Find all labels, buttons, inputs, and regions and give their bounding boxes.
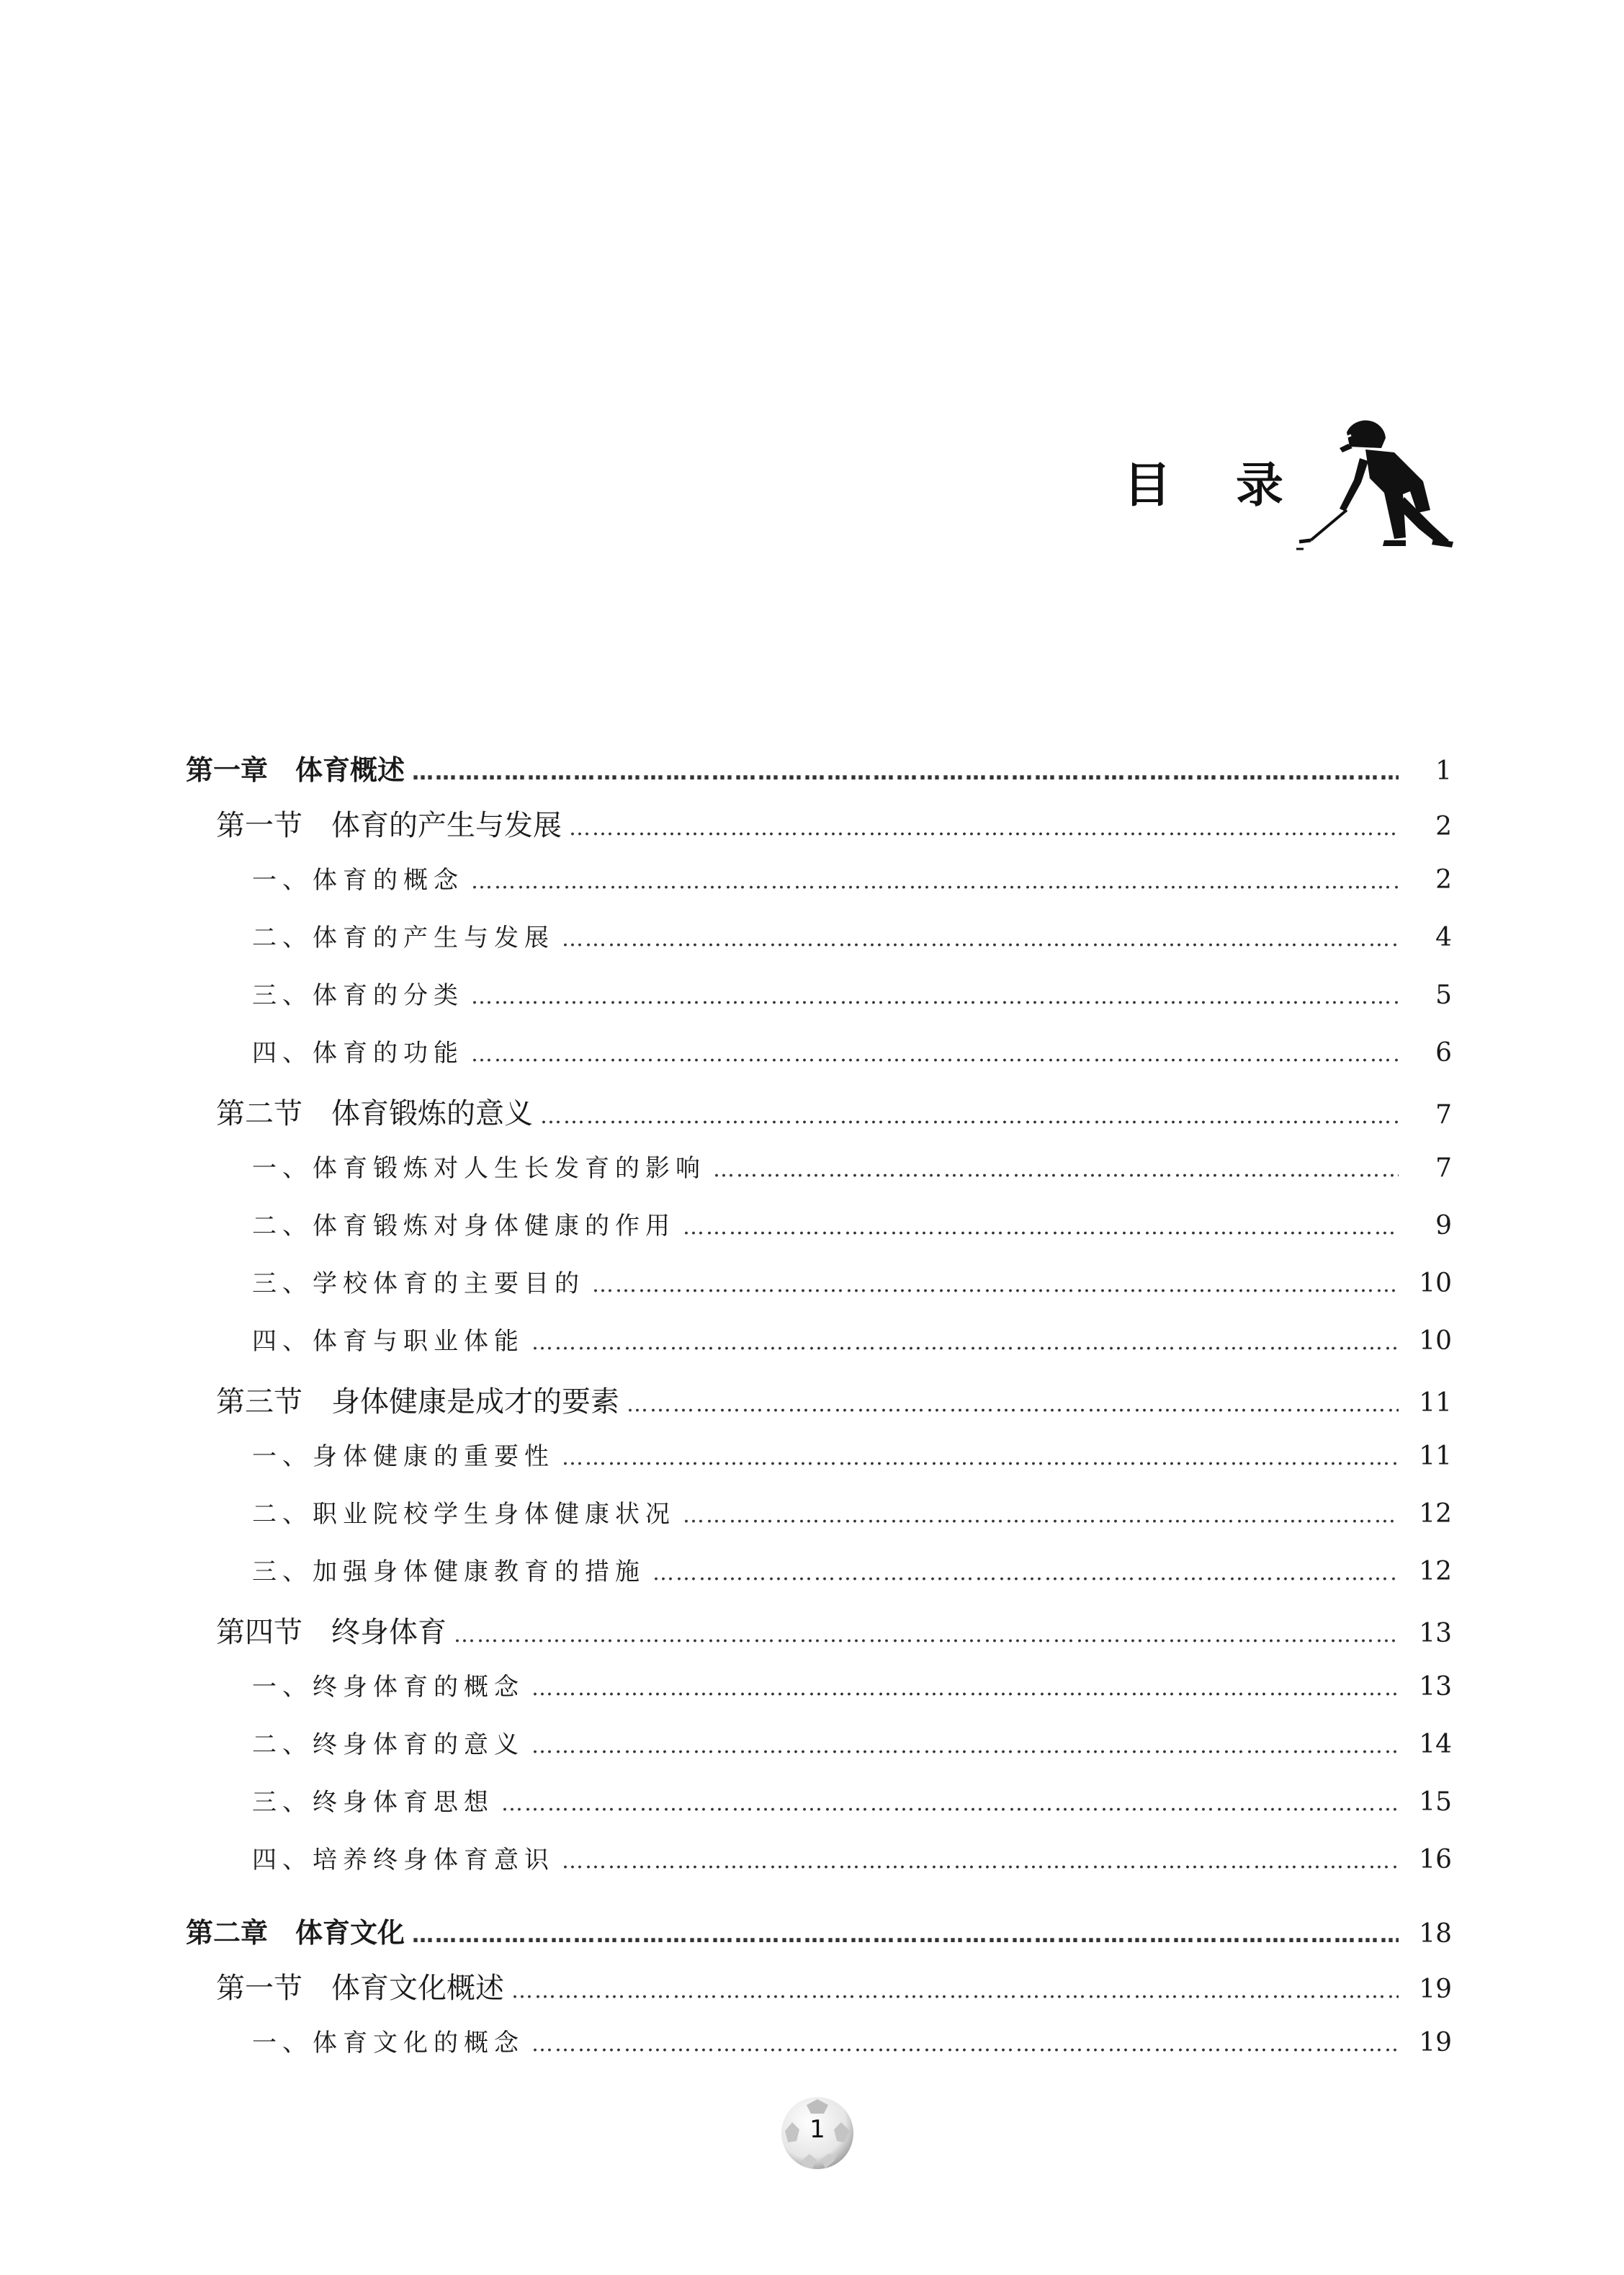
toc-page-number: 5 — [1435, 980, 1452, 1010]
toc-label: 三、终身体育思想 — [252, 1788, 494, 1817]
toc-entry-item[interactable] — [186, 1494, 1452, 1552]
toc-page-number: 15 — [1419, 1787, 1452, 1817]
toc-page-number: 1 — [1435, 756, 1452, 786]
toc-entry-item[interactable] — [186, 1782, 1452, 1840]
toc-page-number: 2 — [1435, 865, 1452, 895]
toc-page-number: 10 — [1419, 1326, 1452, 1356]
toc-label: 一、终身体育的概念 — [252, 1673, 524, 1702]
toc-page-number: 11 — [1419, 1388, 1452, 1418]
toc-label: 一、身体健康的重要性 — [252, 1442, 555, 1471]
page-number: 1 — [809, 2115, 825, 2144]
toc-page-number: 12 — [1419, 1557, 1452, 1586]
toc-page-number: 11 — [1419, 1442, 1452, 1471]
toc-entry-section[interactable] — [186, 1091, 1452, 1148]
toc-entry-item[interactable] — [186, 860, 1452, 918]
toc-entry-chapter-1[interactable] — [186, 735, 1452, 803]
toc-label: 第二章 体育文化 — [186, 1917, 405, 1949]
dot-leader — [562, 1849, 1399, 1874]
dot-leader — [592, 1272, 1399, 1297]
toc-entry-section[interactable] — [186, 1379, 1452, 1436]
toc-entry-section[interactable] — [186, 803, 1452, 860]
toc-page-number: 4 — [1435, 923, 1452, 952]
toc-entry-item[interactable] — [186, 1840, 1452, 1898]
toc-page-number: 6 — [1435, 1038, 1452, 1068]
table-of-contents — [186, 735, 1452, 2080]
toc-entry-item[interactable] — [186, 1552, 1452, 1609]
toc-label: 第一节 体育的产生与发展 — [216, 809, 562, 842]
dot-leader — [683, 1503, 1399, 1528]
toc-page-number: 13 — [1419, 1672, 1452, 1702]
dot-leader — [562, 1445, 1399, 1470]
toc-label: 三、加强身体健康教育的措施 — [252, 1557, 645, 1586]
toc-page-number: 13 — [1419, 1619, 1452, 1648]
toc-label: 三、体育的分类 — [252, 981, 464, 1010]
dot-leader — [531, 1330, 1399, 1355]
toc-page-number: 19 — [1419, 1975, 1452, 2004]
dot-leader — [471, 984, 1399, 1009]
toc-label: 四、培养终身体育意识 — [252, 1846, 555, 1874]
dot-leader — [713, 1157, 1399, 1182]
toc-label: 四、体育的功能 — [252, 1039, 464, 1068]
toc-label: 第一节 体育文化概述 — [216, 1972, 504, 2005]
dot-leader — [471, 1042, 1399, 1067]
dot-leader — [531, 1676, 1399, 1701]
toc-label: 第一章 体育概述 — [186, 754, 405, 786]
toc-label: 一、体育文化的概念 — [252, 2029, 524, 2057]
toc-title — [1123, 418, 1462, 562]
dot-leader — [454, 1622, 1399, 1648]
toc-entry-item[interactable] — [186, 1033, 1452, 1091]
toc-entry-item[interactable] — [186, 1206, 1452, 1264]
title-char-2: 录 — [1236, 457, 1283, 513]
page-title — [1123, 447, 1283, 515]
title-char-1: 目 — [1123, 457, 1171, 513]
toc-label: 第三节 身体健康是成才的要素 — [216, 1385, 619, 1418]
toc-label: 第二节 体育锻炼的意义 — [216, 1097, 533, 1130]
toc-entry-item[interactable] — [186, 1264, 1452, 1321]
toc-page-number: 18 — [1419, 1919, 1452, 1949]
toc-page-number: 2 — [1435, 812, 1452, 841]
toc-page-number: 16 — [1419, 1845, 1452, 1874]
dot-leader — [501, 1791, 1399, 1816]
toc-entry-section[interactable] — [186, 1965, 1452, 2023]
toc-entry-item[interactable] — [186, 975, 1452, 1033]
dot-leader — [412, 760, 1399, 785]
dot-leader — [652, 1560, 1399, 1586]
toc-label: 三、学校体育的主要目的 — [252, 1269, 585, 1298]
toc-entry-item[interactable] — [186, 1436, 1452, 1494]
dot-leader — [531, 1733, 1399, 1758]
toc-page-number: 19 — [1419, 2028, 1452, 2057]
dot-leader — [569, 815, 1399, 841]
toc-label: 第四节 终身体育 — [216, 1616, 447, 1649]
toc-label: 四、体育与职业体能 — [252, 1327, 524, 1356]
toc-entry-item[interactable] — [186, 1321, 1452, 1379]
dot-leader — [511, 1978, 1399, 2003]
toc-entry-item[interactable] — [186, 2023, 1452, 2080]
toc-page-number: 7 — [1435, 1100, 1452, 1130]
toc-label: 二、体育锻炼对身体健康的作用 — [252, 1212, 676, 1241]
toc-label: 一、体育锻炼对人生长发育的影响 — [252, 1154, 706, 1183]
toc-page-number: 9 — [1435, 1211, 1452, 1241]
dot-leader — [412, 1923, 1399, 1948]
dot-leader — [562, 926, 1399, 952]
toc-page-number: 14 — [1419, 1730, 1452, 1759]
toc-label: 二、体育的产生与发展 — [252, 924, 555, 952]
toc-label: 二、职业院校学生身体健康状况 — [252, 1500, 676, 1529]
toc-entry-section[interactable] — [186, 1609, 1452, 1667]
dot-leader — [683, 1215, 1399, 1240]
dot-leader — [471, 869, 1399, 894]
dot-leader — [540, 1104, 1399, 1129]
toc-page-number: 10 — [1419, 1269, 1452, 1298]
toc-entry-item[interactable] — [186, 1667, 1452, 1725]
dot-leader — [531, 2032, 1399, 2057]
toc-page-number: 7 — [1435, 1153, 1452, 1183]
toc-entry-chapter-2[interactable] — [186, 1898, 1452, 1965]
dot-leader — [627, 1392, 1399, 1417]
toc-label: 一、体育的概念 — [252, 866, 464, 895]
toc-entry-item[interactable] — [186, 1725, 1452, 1782]
hockey-player-icon — [1296, 418, 1462, 555]
toc-page-number: 12 — [1419, 1499, 1452, 1529]
toc-entry-item[interactable] — [186, 1148, 1452, 1206]
toc-entry-item[interactable] — [186, 918, 1452, 975]
toc-label: 二、终身体育的意义 — [252, 1730, 524, 1759]
